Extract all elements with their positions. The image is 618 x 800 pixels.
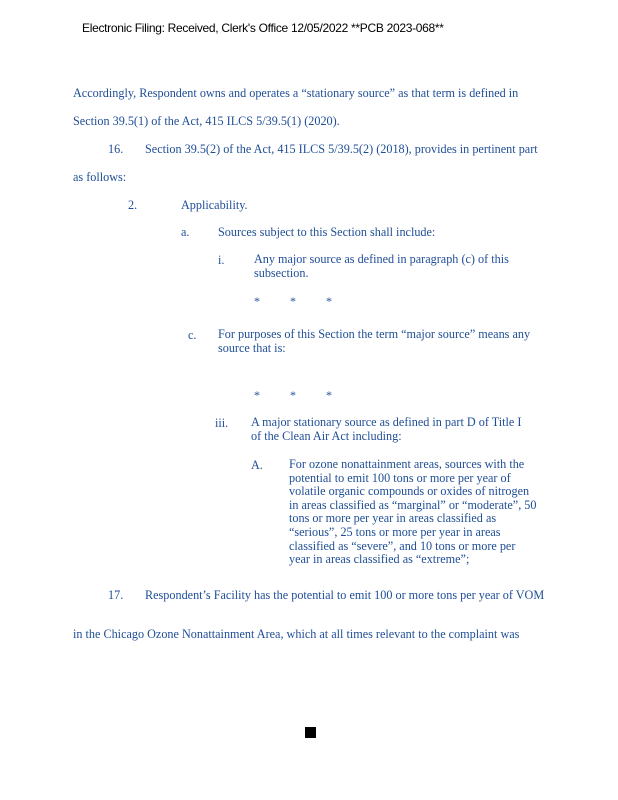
- ellipsis-stars-2: [254, 388, 362, 403]
- ellipsis-star: *: [326, 388, 332, 402]
- item-A-text: For ozone nonattainment areas, sources with the potential to emit 100 tons or more per year of volatile organic compounds or oxides of nitrogen in areas classified as “marginal” or “moderate”, 50 tons or more per year in areas classified as “serious”, 25 tons or more per year in areas classified as “severe”, and 10 tons or more per year in areas classified as “extreme”;: [289, 457, 537, 567]
- item-2-heading: Applicability.: [181, 198, 248, 212]
- item-2-number: 2.: [128, 198, 138, 212]
- item-i-numeral: i.: [218, 253, 225, 267]
- intro-line-1: Accordingly, Respondent owns and operates a “stationary source” as that term is defined in: [73, 86, 519, 100]
- paragraph-17-line-1: Respondent’s Facility has the potential to emit 100 or more tons per year of VOM: [145, 588, 545, 602]
- filing-header: Electronic Filing: Received, Clerk's Office 12/05/2022 **PCB 2023-068**: [82, 21, 444, 35]
- item-iii-text: A major stationary source as defined in part D of Title I of the Clean Air Act including:: [251, 415, 522, 443]
- item-c-text: For purposes of this Section the term “major source” means any source that is:: [218, 327, 531, 355]
- paragraph-16-line-1: Section 39.5(2) of the Act, 415 ILCS 5/39.5(2) (2018), provides in pertinent part: [145, 142, 538, 156]
- item-a-text: Sources subject to this Section shall include:: [218, 225, 436, 239]
- paragraph-16-line-2: as follows:: [73, 170, 127, 184]
- item-iii-numeral: iii.: [215, 416, 229, 430]
- item-a-letter: a.: [181, 225, 190, 239]
- paragraph-17-line-2: in the Chicago Ozone Nonattainment Area, which at all times relevant to the complaint was: [73, 627, 520, 641]
- ellipsis-stars-1: [254, 294, 362, 309]
- ellipsis-star: *: [326, 294, 332, 308]
- intro-line-2: Section 39.5(1) of the Act, 415 ILCS 5/39.5(1) (2020).: [73, 114, 340, 128]
- paragraph-16-number: 16.: [108, 142, 124, 156]
- item-c-letter: c.: [188, 328, 197, 342]
- paragraph-17-number: 17.: [108, 588, 124, 602]
- ellipsis-star: *: [254, 388, 260, 402]
- ellipsis-star: *: [254, 294, 260, 308]
- item-A-letter: A.: [251, 458, 263, 472]
- item-i-text: Any major source as defined in paragraph (c) of this subsection.: [254, 252, 509, 280]
- page-marker-square: [305, 727, 316, 738]
- ellipsis-star: *: [290, 388, 296, 402]
- ellipsis-star: *: [290, 294, 296, 308]
